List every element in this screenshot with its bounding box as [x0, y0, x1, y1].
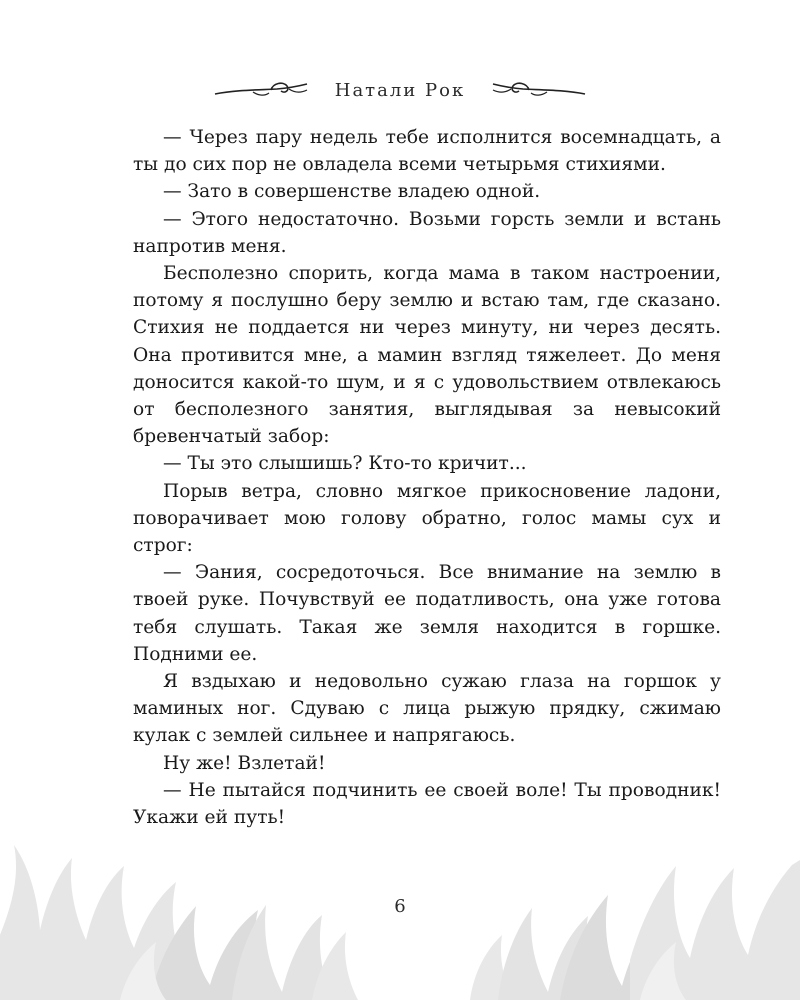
paragraph: — Эания, сосредоточься. Все внимание на землю в твоей руке. Почувствуй ее податливость, она уже готова тебя слушать. Такая же земля находится в горшке. Подними ее. — [133, 562, 721, 665]
paragraph: Ну же! Взлетай! — [163, 752, 326, 774]
body-text — [133, 124, 721, 831]
paragraph: Я вздыхаю и недовольно сужаю глаза на горшок у маминых ног. Сдуваю с лица рыжую прядку, сжимаю кулак с землей сильнее и напрягаюсь. — [133, 671, 721, 747]
flourish-left-icon — [213, 78, 309, 102]
page-number: 6 — [394, 896, 406, 917]
running-header — [0, 72, 800, 108]
flourish-right-icon — [491, 78, 587, 102]
paragraph: — Не пытайся подчинить ее своей воле! Ты проводник! Укажи ей путь! — [133, 779, 721, 829]
paragraph: — Зато в совершенстве владею одной. — [163, 181, 541, 203]
paragraph: — Ты это слышишь? Кто-то кричит... — [163, 453, 527, 475]
paragraph: Порыв ветра, словно мягкое прикосновение ладони, поворачивает мою голову обратно, голос мамы сух и строг: — [133, 480, 721, 557]
paragraph: — Этого недостаточно. Возьми горсть земли и встань напротив меня. — [133, 208, 721, 257]
paragraph: Бесполезно спорить, когда мама в таком настроении, потому я послушно беру землю и встаю там, где сказано. Стихия не поддается ни через минуту, ни через десять. Она противится мне, а мамин взгляд тяжелеет. До меня доносится какой-то шум, и я с удовольствием отвлекаюсь от бесполезного занятия, выглядывая за невысокий бревенчатый забор: — [133, 263, 721, 448]
book-author: Натали Рок — [334, 79, 466, 101]
paragraph: — Через пару недель тебе исполнится восемнадцать, а ты до сих пор не овладела всеми четырьмя стихиями. — [133, 127, 721, 176]
